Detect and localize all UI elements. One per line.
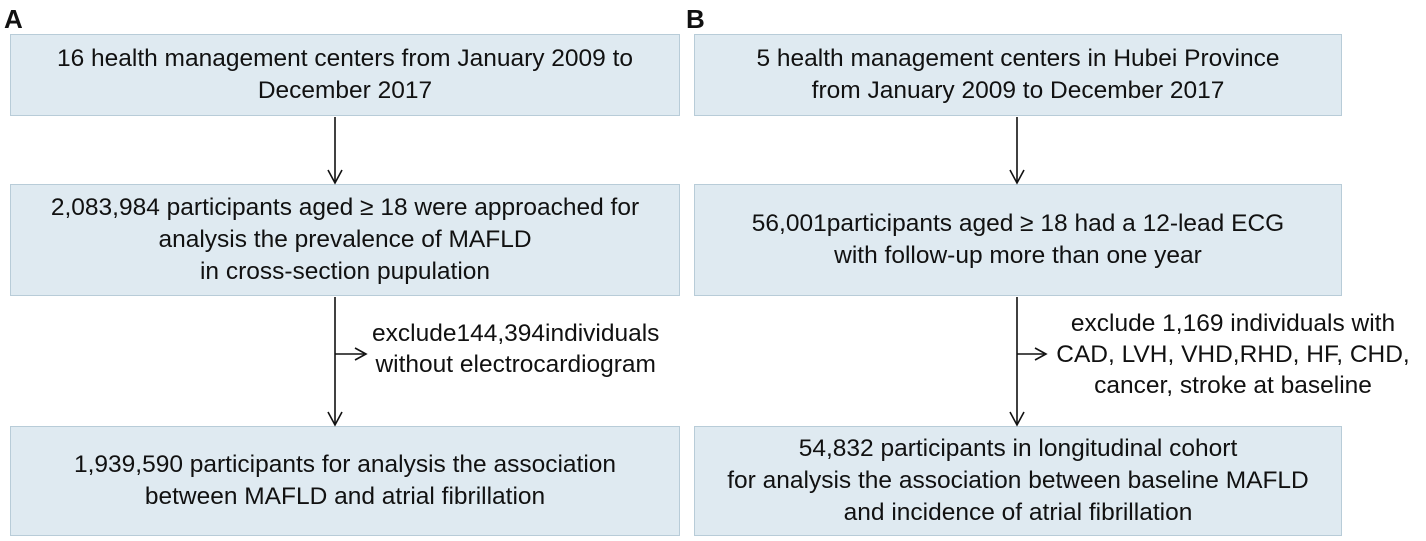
panel-a-label: A [4, 4, 23, 34]
note-line: without electrocardiogram [375, 351, 656, 378]
note-line: cancer, stroke at baseline [1094, 372, 1372, 399]
note-line: CAD, LVH, VHD,RHD, HF, CHD, [1056, 341, 1410, 368]
box-line: 56,001participants aged ≥ 18 had a 12-lead ECG [751, 210, 1285, 237]
note-line: exclude144,394individuals [372, 320, 660, 347]
box-line: 1,939,590 participants for analysis the association [73, 451, 617, 478]
box-line: with follow-up more than one year [834, 242, 1202, 269]
box-line: December 2017 [257, 77, 433, 104]
box-line: analysis the prevalence of MAFLD [158, 226, 532, 253]
box-line: 16 health management centers from January 2009 to [56, 45, 634, 72]
box-line: 2,083,984 participants aged ≥ 18 were approached for [50, 194, 640, 221]
note-line: exclude 1,169 individuals with [1070, 310, 1396, 337]
panel-b-label: B [686, 4, 705, 34]
box-line: 5 health management centers in Hubei Province [756, 45, 1280, 72]
box-line: for analysis the association between baseline MAFLD [727, 467, 1309, 494]
box-line: from January 2009 to December 2017 [811, 77, 1225, 104]
box-line: between MAFLD and atrial fibrillation [144, 483, 546, 510]
box-line: in cross-section pupulation [199, 258, 491, 285]
box-line: and incidence of atrial fibrillation [843, 499, 1193, 526]
box-line: 54,832 participants in longitudinal cohort [798, 435, 1238, 462]
